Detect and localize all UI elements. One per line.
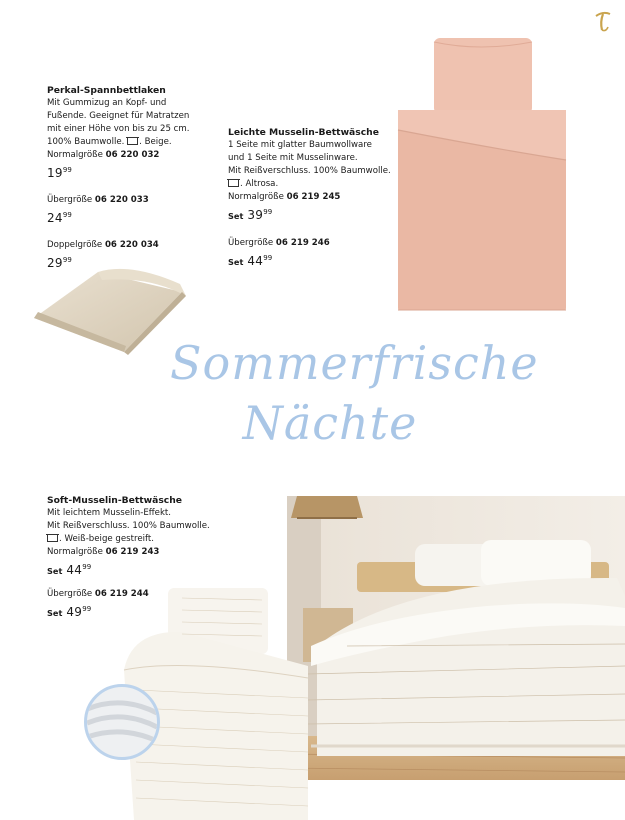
desc-line: Fußende. Geeignet für Matratzen xyxy=(47,111,190,121)
desc-line: 1 Seite mit glatter Baumwollware xyxy=(228,140,372,150)
desc-line: Mit leichtem Musselin-Effekt. xyxy=(47,508,172,518)
size-row: Normalgröße 06 220 032 xyxy=(47,150,160,160)
desc-line: mit einer Höhe von bis zu 25 cm. xyxy=(47,124,190,134)
desc-line: 100% Baumwolle. . Beige. xyxy=(47,137,172,147)
price: Set $39^{99}$ xyxy=(228,208,273,222)
price: Set $49^{99}$ xyxy=(47,605,92,619)
product-leicht xyxy=(228,126,398,283)
fabric-detail-image xyxy=(84,684,160,760)
headline-line2: Nächte xyxy=(242,396,418,450)
price: Set $44^{99}$ xyxy=(228,254,273,268)
fitted-sheet-image xyxy=(30,262,190,358)
desc-line: Mit Reißverschluss. 100% Baumwolle. xyxy=(47,521,210,531)
desc-line: Mit Reißverschluss. 100% Baumwolle. xyxy=(228,166,391,176)
bedroom-photo xyxy=(287,496,625,780)
size-row: Doppelgröße 06 220 034 xyxy=(47,240,159,250)
desc-line: Mit Gummizug an Kopf- und xyxy=(47,98,167,108)
size-row: Übergröße 06 219 246 xyxy=(228,238,330,248)
product-title: Leichte Musselin-Bettwäsche xyxy=(228,127,379,138)
size-row: Normalgröße 06 219 243 xyxy=(47,547,160,557)
wash-symbol-icon xyxy=(228,179,239,187)
size-row: Übergröße 06 220 033 xyxy=(47,195,149,205)
brand-logo xyxy=(593,10,613,34)
product-title: Soft-Musselin-Bettwäsche xyxy=(47,495,183,506)
desc-line: . Weiß-beige gestreift. xyxy=(47,533,247,546)
wash-symbol-icon xyxy=(47,534,58,542)
rose-bedding-image xyxy=(390,34,570,314)
price: $19^{99}$ xyxy=(47,166,72,180)
desc-line: . Altrosa. xyxy=(228,178,398,191)
size-row: Normalgröße 06 219 245 xyxy=(228,192,341,202)
tchibo-logo-icon xyxy=(593,10,613,34)
wash-symbol-icon xyxy=(127,137,138,145)
desc-line: und 1 Seite mit Musselinware. xyxy=(228,153,358,163)
product-title: Perkal-Spannbettlaken xyxy=(47,85,166,96)
size-row: Übergröße 06 219 244 xyxy=(47,589,149,599)
headline-line1: Sommerfrische xyxy=(170,336,539,390)
price: $24^{99}$ xyxy=(47,211,72,225)
product-perkal xyxy=(47,84,217,284)
price: Set $44^{99}$ xyxy=(47,563,92,577)
price: $29^{99}$ xyxy=(47,256,72,270)
